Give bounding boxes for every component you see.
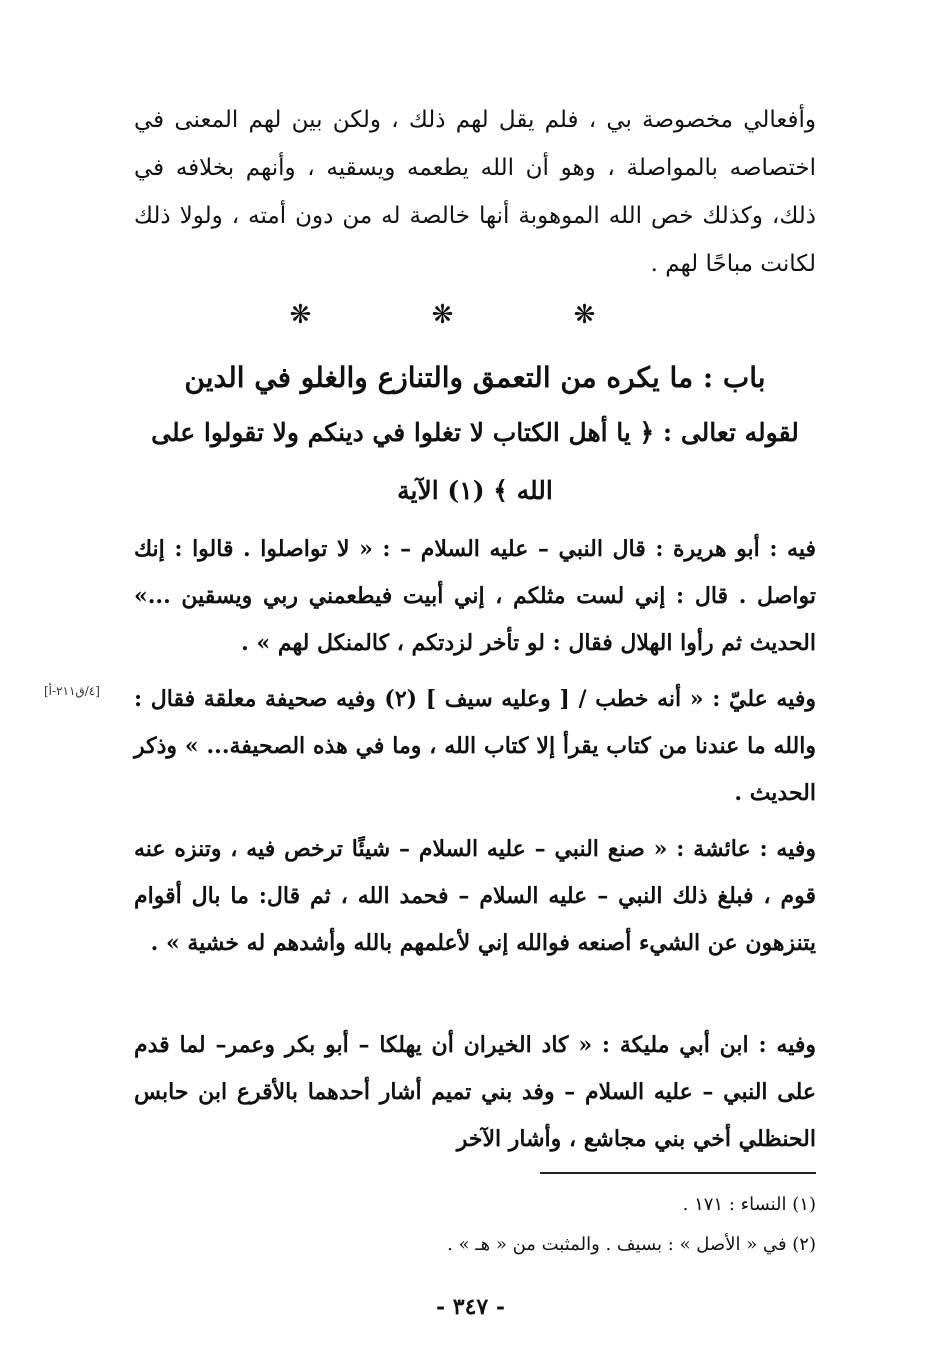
footnote: (١) النساء : ١٧١ .	[682, 1194, 816, 1215]
hadith-paragraph: فيه : أبو هريرة : قال النبي – عليه السلام – : « لا تواصلوا . قالوا : إنك تواصل . قال : إني لست مثلكم ، إني أبيت فيطعمني ربي ويسقين ...» الحديث ثم رأوا الهلال فقال : لو تأخر لزدتكم ، كالمنكل لهم » .	[134, 536, 816, 656]
margin-note: [٤/ق٢١١-أ]	[44, 684, 100, 698]
hadith-paragraph: وفيه عليّ : « أنه خطب / [ وعليه سيف ] (٢) وفيه صحيفة معلقة فقال : والله ما عندنا من كتاب يقرأ إلا كتاب الله ، وما في هذه الصحيفة... » وذكر الحديث .	[134, 686, 816, 806]
hadith-paragraph: وفيه : عائشة : « صنع النبي – عليه السلام – شيئًا ترخص فيه ، وتنزه عنه قوم ، فبلغ ذلك النبي – عليه السلام – فحمد الله ، ثم قال: ما بال أقوام يتنزهون عن الشيء أصنعه فوالله إني لأعلمهم بالله وأشدهم له خشية » .	[134, 836, 816, 956]
section-separator: ❋ ❋ ❋	[289, 300, 652, 330]
chapter-heading: باب : ما يكره من التعمق والتنازع والغلو في الدين	[184, 361, 766, 394]
intro-paragraph: وأفعالي مخصوصة بي ، فلم يقل لهم ذلك ، ولكن بين لهم المعنى في اختصاصه بالمواصلة ، وهو أن الله يطعمه ويسقيه ، وأنهم بخلافه في ذلك، وكذلك خص الله الموهوبة أنها خالصة له من دون أمته ، ولولا ذلك لكانت مباحًا لهم .	[134, 107, 816, 277]
hadith-paragraph: وفيه : ابن أبي مليكة : « كاد الخيران أن يهلكا – أبو بكر وعمر– لما قدم على النبي – عليه السلام – وفد بني تميم أشار أحدهما بالأقرع ابن حابس الحنظلي أخي بني مجاشع ، وأشار الآخر	[134, 1032, 816, 1152]
footnote-divider	[540, 1172, 816, 1174]
page-number: - ٣٤٧ -	[435, 1294, 506, 1320]
footnote: (٢) في « الأصل » : بسيف . والمثبت من « هـ » .	[447, 1234, 816, 1255]
quran-verse: لقوله تعالى : ﴿ يا أهل الكتاب لا تغلوا في دينكم ولا تقولوا على الله ﴾ (١) الآية	[151, 418, 799, 505]
